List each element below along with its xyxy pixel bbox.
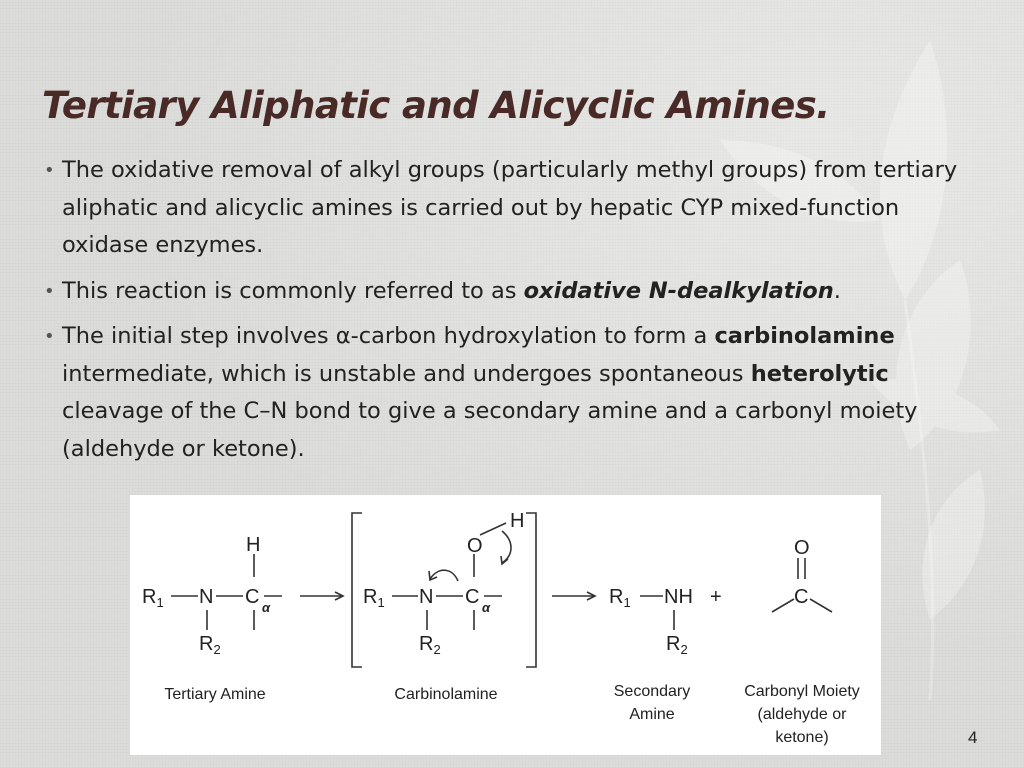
reaction-diagram [130,495,881,755]
r1-group-label: $R_1$ [363,586,385,610]
carbon-atom: C [794,586,809,608]
bullet-text: This reaction is commonly referred to as [62,277,524,304]
caption-carbonyl-moiety: ketone) [775,729,829,746]
r2-group-label: $R_2$ [666,633,688,657]
bullet-text: -carbon hydroxylation to form a [350,323,715,349]
r1-group-label: $R_1$ [609,586,631,610]
caption-carbonyl-moiety: Carbonyl Moiety [744,683,860,700]
key-term-bold: heterolytic [750,360,889,387]
bullet-dot-icon: • [44,326,55,347]
r2-group-label: $R_2$ [419,633,441,657]
key-term-bold: carbinolamine [714,323,895,349]
nitrogen-atom: N [419,586,434,608]
nh-group-label: NH [664,586,693,608]
hydrogen-atom: H [246,534,261,556]
plus-sign: + [710,586,722,608]
carbon-atom: C [465,586,480,608]
alpha-symbol: α [335,323,351,349]
bullet-text: intermediate, which is unstable and undergoes spontaneous [62,360,751,387]
bullet-text: cleavage of the C–N bond to give a secondary amine and a carbonyl moiety (aldehyde or ketone). [62,398,918,462]
alpha-label: α [262,600,271,615]
r2-group-label: $R_2$ [199,633,221,657]
bullet-item [42,318,992,468]
bullet-text: The initial step involves [62,323,336,349]
caption-secondary-amine: Amine [629,706,675,723]
bullet-dot-icon: • [44,160,55,181]
bullet-text: The oxidative removal of alkyl groups (particularly methyl groups) from tertiary aliphatic and alicyclic amines is carried out by hepatic CYP mixed-function oxidase enzymes. [62,157,958,258]
bullet-text: . [833,277,841,304]
alpha-label: α [482,600,491,615]
bullet-item [42,273,992,311]
carbon-atom: C [245,586,260,608]
bullet-list [42,152,992,476]
caption-carbinolamine: Carbinolamine [394,686,498,703]
r1-group-label: $R_1$ [142,586,164,610]
bullet-dot-icon: • [44,280,55,302]
slide-title: Tertiary Aliphatic and Alicyclic Amines. [42,84,830,127]
hydrogen-atom: H [510,510,525,532]
bullet-item [42,152,992,265]
caption-tertiary-amine: Tertiary Amine [164,686,266,703]
nitrogen-atom: N [199,586,214,608]
caption-carbonyl-moiety: (aldehyde or [757,706,847,723]
key-term-emphasis: oxidative N-dealkylation [523,277,834,304]
oxygen-atom: O [467,535,483,557]
caption-secondary-amine: Secondary [613,683,691,700]
slide-number: 4 [968,728,978,747]
oxygen-atom: O [794,537,810,559]
